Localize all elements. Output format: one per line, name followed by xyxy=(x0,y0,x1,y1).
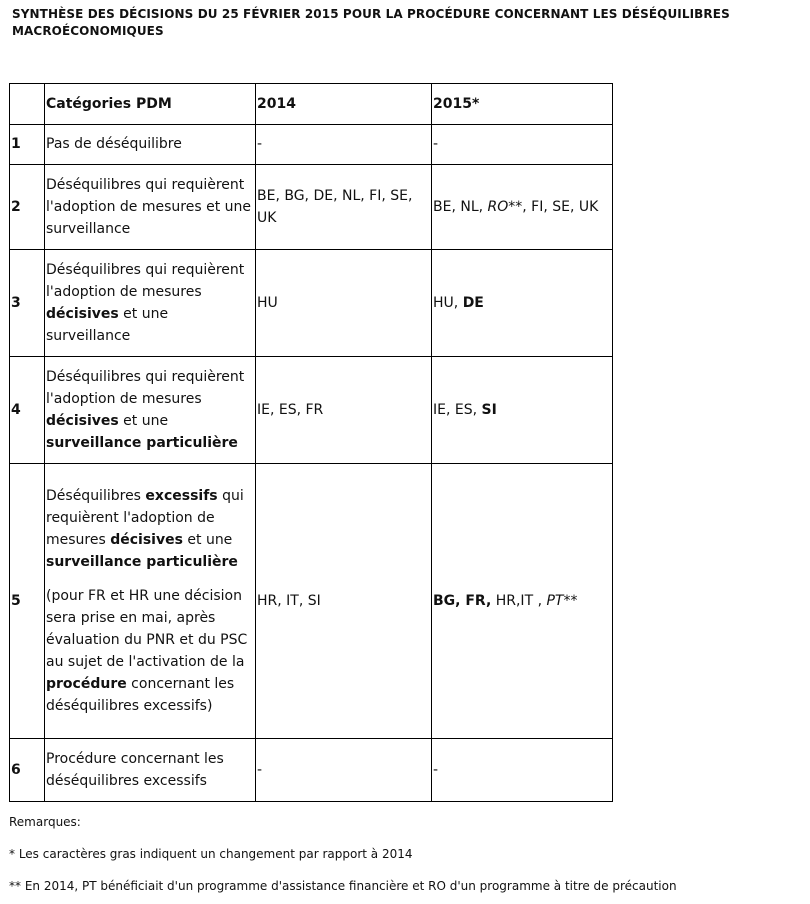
value-2014-cell xyxy=(255,738,432,801)
category-cell xyxy=(44,356,256,463)
value-2015-cell xyxy=(431,738,612,801)
bold-text-run: décisives xyxy=(46,305,119,322)
value-2014-cell xyxy=(255,249,432,356)
value-2015-text xyxy=(433,196,598,218)
text-run: Déséquilibres qui requièrent l'adoption de mesures xyxy=(46,261,245,300)
category-text xyxy=(46,133,182,155)
category-cell xyxy=(44,463,256,738)
value-2014-cell xyxy=(255,356,432,463)
row-number-cell: 2 xyxy=(11,198,21,215)
text-run: HU, xyxy=(433,294,463,311)
page-title: SYNTHÈSE DES DÉCISIONS DU 25 FÉVRIER 2015 POUR LA PROCÉDURE CONCERNANT LES DÉSÉQUILIBRES MACROÉCONOMIQUES xyxy=(12,7,730,38)
category-text xyxy=(46,174,256,240)
category-paragraph xyxy=(46,366,256,454)
value-2014-text xyxy=(257,590,321,612)
italic-text-run: RO** xyxy=(487,198,523,215)
text-run: concernant les déséquilibres excessifs) xyxy=(46,675,235,714)
value-2014-text xyxy=(257,133,262,155)
value-2014-text xyxy=(257,292,278,314)
bold-text-run: surveillance particulière xyxy=(46,553,238,570)
category-text xyxy=(46,485,256,717)
row-number-cell: 3 xyxy=(11,294,21,311)
text-run: Déséquilibres qui requièrent l'adoption de mesures et une surveillance xyxy=(46,176,252,237)
category-paragraph xyxy=(46,259,256,347)
category-cell xyxy=(44,124,256,164)
value-2015-cell xyxy=(431,249,612,356)
text-run: et une xyxy=(182,531,233,548)
category-text xyxy=(46,748,256,792)
text-run: (pour FR et HR une décision sera prise en mai, après évaluation du PNR et du PSC au sujet de l'activation de la xyxy=(46,587,248,670)
category-cell xyxy=(44,164,256,249)
category-text xyxy=(46,366,256,454)
notes-heading: Remarques: xyxy=(9,815,81,829)
row-number-cell: 6 xyxy=(11,761,21,778)
value-2015-text xyxy=(433,133,438,155)
bold-text-run: excessifs xyxy=(145,487,218,504)
text-run: - xyxy=(257,136,263,152)
text-run: qui requièrent l'adoption de mesures xyxy=(46,487,244,548)
category-cell xyxy=(44,738,256,801)
header-2014-cell: 2014 xyxy=(257,95,296,112)
value-2014-text xyxy=(257,399,323,421)
bold-text-run: surveillance particulière xyxy=(46,434,238,451)
text-run: - xyxy=(433,761,439,778)
bold-text-run: décisives xyxy=(46,412,119,429)
text-run: HU xyxy=(257,294,278,311)
text-run: et une xyxy=(118,412,169,429)
value-2015-cell xyxy=(431,164,612,249)
text-run: HR, IT, SI xyxy=(257,592,321,609)
value-2015-text xyxy=(433,292,484,314)
header-num-cell xyxy=(9,83,45,124)
category-paragraph xyxy=(46,585,256,717)
bold-text-run: procédure xyxy=(46,675,127,692)
category-paragraph xyxy=(46,748,256,792)
italic-text-run: PT** xyxy=(546,592,578,609)
category-paragraph xyxy=(46,133,182,155)
text-run: Déséquilibres xyxy=(46,487,146,504)
text-run: Procédure concernant les déséquilibres excessifs xyxy=(46,750,224,789)
text-run: BE, BG, DE, NL, FI, SE, UK xyxy=(257,187,413,226)
text-run: , FI, SE, UK xyxy=(522,198,599,215)
value-2015-text xyxy=(433,590,577,612)
value-2014-text xyxy=(257,185,432,229)
header-2015-cell: 2015* xyxy=(433,95,480,112)
text-run: IE, ES, xyxy=(433,401,482,418)
text-run: BE, NL, xyxy=(433,198,488,215)
text-run: Pas de déséquilibre xyxy=(46,136,182,152)
value-2015-cell xyxy=(431,356,612,463)
category-paragraph xyxy=(46,174,256,240)
text-run: - xyxy=(257,761,263,778)
text-run: - xyxy=(433,136,439,152)
table-horizontal-rule xyxy=(9,801,613,802)
text-run: et une surveillance xyxy=(46,305,169,344)
text-run: Déséquilibres qui requièrent l'adoption de mesures xyxy=(46,368,245,407)
value-2015-text xyxy=(433,399,497,421)
category-text xyxy=(46,259,256,347)
text-run: HR,IT , xyxy=(491,592,547,609)
note-bold-changes: * Les caractères gras indiquent un changement par rapport à 2014 xyxy=(9,847,413,861)
value-2015-cell xyxy=(431,463,612,738)
bold-text-run: BG, FR, xyxy=(433,592,492,609)
text-run: IE, ES, FR xyxy=(257,401,324,418)
value-2015-cell xyxy=(431,124,612,164)
category-paragraph xyxy=(46,485,256,573)
value-2014-cell xyxy=(255,164,432,249)
category-cell xyxy=(44,249,256,356)
row-number-cell: 1 xyxy=(11,136,21,152)
value-2014-text xyxy=(257,759,262,781)
bold-text-run: décisives xyxy=(110,531,183,548)
value-2014-cell xyxy=(255,463,432,738)
value-2014-cell xyxy=(255,124,432,164)
note-programmes: ** En 2014, PT bénéficiait d'un programme d'assistance financière et RO d'un programme à titre de précaution xyxy=(9,879,677,893)
bold-text-run: DE xyxy=(462,294,484,311)
row-number-cell: 5 xyxy=(11,592,21,609)
table-vertical-rule xyxy=(612,83,613,802)
bold-text-run: SI xyxy=(481,401,497,418)
header-category-cell: Catégories PDM xyxy=(46,95,172,112)
row-number-cell: 4 xyxy=(11,401,21,418)
value-2015-text xyxy=(433,759,438,781)
